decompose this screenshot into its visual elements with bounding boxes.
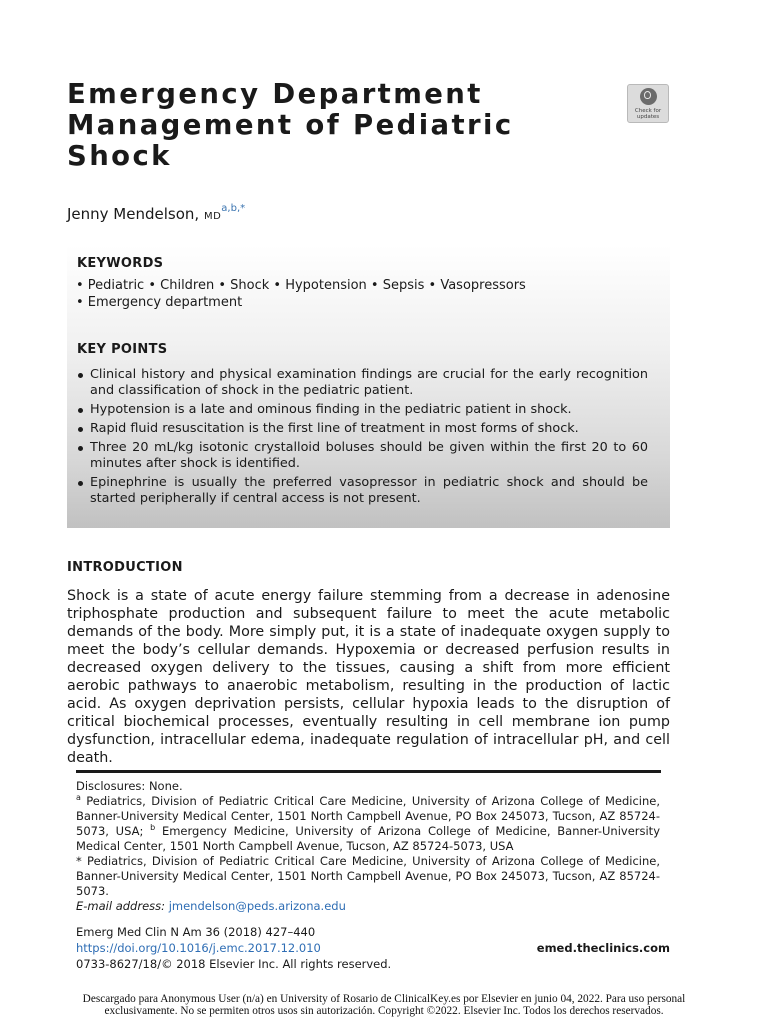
introduction-body: Shock is a state of acute energy failure stemming from a decrease in adenosine triphosphate production and subsequent failure to meet the acute metabolic demands of the body. More simply put, it is a state of inadequate oxygen supply to meet the body’s cellular demands. Hypoxemia or decreased perfusion results in decreased oxygen delivery to the tissues, causing a shift from more efficient aerobic pathways to anaerobic metabolism, resulting in the production of lactic acid. As oxygen deprivation persists, cellular hypoxia leads to the disruption of critical biochemical processes, eventually resulting in cell membrane ion pump dysfunction, intracellular edema, inadequate regulation of intracellular pH, and cell death. bbox=[67, 588, 670, 766]
journal-site-link[interactable]: emed.theclinics.com bbox=[536, 941, 670, 955]
check-for-updates-button[interactable] bbox=[627, 84, 669, 123]
keywords-keypoints-box bbox=[67, 245, 670, 528]
footnote-divider bbox=[76, 770, 661, 773]
key-point-item: Epinephrine is usually the preferred vasopressor in pediatric shock and should be started peripherally if central access is not present. bbox=[76, 475, 648, 507]
badge-label: Check for updates bbox=[634, 108, 662, 120]
bullet-icon bbox=[78, 481, 83, 486]
key-point-item: Rapid fluid resuscitation is the first line of treatment in most forms of shock. bbox=[76, 421, 648, 437]
key-points-heading: KEY POINTS bbox=[77, 342, 168, 357]
email-link[interactable]: jmendelson@peds.arizona.edu bbox=[168, 899, 346, 913]
corresponding-author: * Pediatrics, Division of Pediatric Critical Care Medicine, University of Arizona College of Medicine, Banner-University Medical Center, 1501 North Campbell Avenue, PO Box 245073, Tucson, AZ 85724-5073. bbox=[76, 854, 660, 898]
author-line bbox=[67, 205, 245, 223]
keywords-heading: KEYWORDS bbox=[77, 256, 164, 271]
affiliation-links[interactable]: a,b,* bbox=[221, 203, 246, 214]
bookmark-icon bbox=[640, 88, 657, 105]
author-degree: MD bbox=[203, 211, 222, 222]
keywords-list bbox=[76, 277, 526, 311]
bullet-icon bbox=[78, 446, 83, 451]
citation-block bbox=[76, 924, 670, 972]
key-point-item: Clinical history and physical examination findings are crucial for the early recognition and classification of shock in the pediatric patient. bbox=[76, 367, 648, 399]
bullet-icon bbox=[78, 427, 83, 432]
bullet-icon bbox=[78, 373, 83, 378]
key-point-item: Hypotension is a late and ominous finding in the pediatric patient in shock. bbox=[76, 402, 648, 418]
journal-citation: Emerg Med Clin N Am 36 (2018) 427–440 bbox=[76, 925, 316, 939]
keywords-line: • Pediatric • Children • Shock • Hypotension • Sepsis • Vasopressors bbox=[76, 278, 526, 293]
doi-link[interactable]: https://doi.org/10.1016/j.emc.2017.12.010 bbox=[76, 941, 321, 955]
introduction-heading: INTRODUCTION bbox=[67, 560, 183, 575]
title-line: Management of Pediatric bbox=[67, 109, 514, 141]
footnotes bbox=[76, 779, 660, 914]
affiliations: $^a$ Pediatrics, Division of Pediatric Critical Care Medicine, University of Arizona College of Medicine, Banner-University Medical Center, 1501 North Campbell Avenue, PO Box 245073, Tucson, AZ 85724-5073, USA; $^b$ Emergency Medicine, University of Arizona College of Medicine, Banner-University Medical Center, 1501 North Campbell Avenue, Tucson, AZ 85724-5073, USA bbox=[76, 793, 660, 853]
title-line: Shock bbox=[67, 140, 172, 172]
email-label: E-mail address: bbox=[76, 899, 166, 913]
download-notice: Descargado para Anonymous User (n/a) en University of Rosario de ClinicalKey.es por Elsevier en junio 04, 2022. Para uso personal exclusivamente. No se permiten otros usos sin autorización. Copyright ©2022. Elsevier Inc. Todos los derechos reservados. bbox=[82, 993, 686, 1017]
key-point-item: Three 20 mL/kg isotonic crystalloid boluses should be given within the first 20 to 60 minutes after shock is identified. bbox=[76, 440, 648, 472]
key-points-list bbox=[76, 367, 648, 510]
bullet-icon bbox=[78, 408, 83, 413]
author-name: Jenny Mendelson, bbox=[67, 205, 200, 223]
title-line: Emergency Department bbox=[67, 78, 483, 110]
email-line bbox=[76, 899, 660, 914]
copyright: 0733-8627/18/© 2018 Elsevier Inc. All rights reserved. bbox=[76, 957, 392, 971]
disclosures: Disclosures: None. bbox=[76, 779, 183, 793]
keywords-line: • Emergency department bbox=[76, 295, 243, 310]
article-title bbox=[67, 79, 587, 172]
